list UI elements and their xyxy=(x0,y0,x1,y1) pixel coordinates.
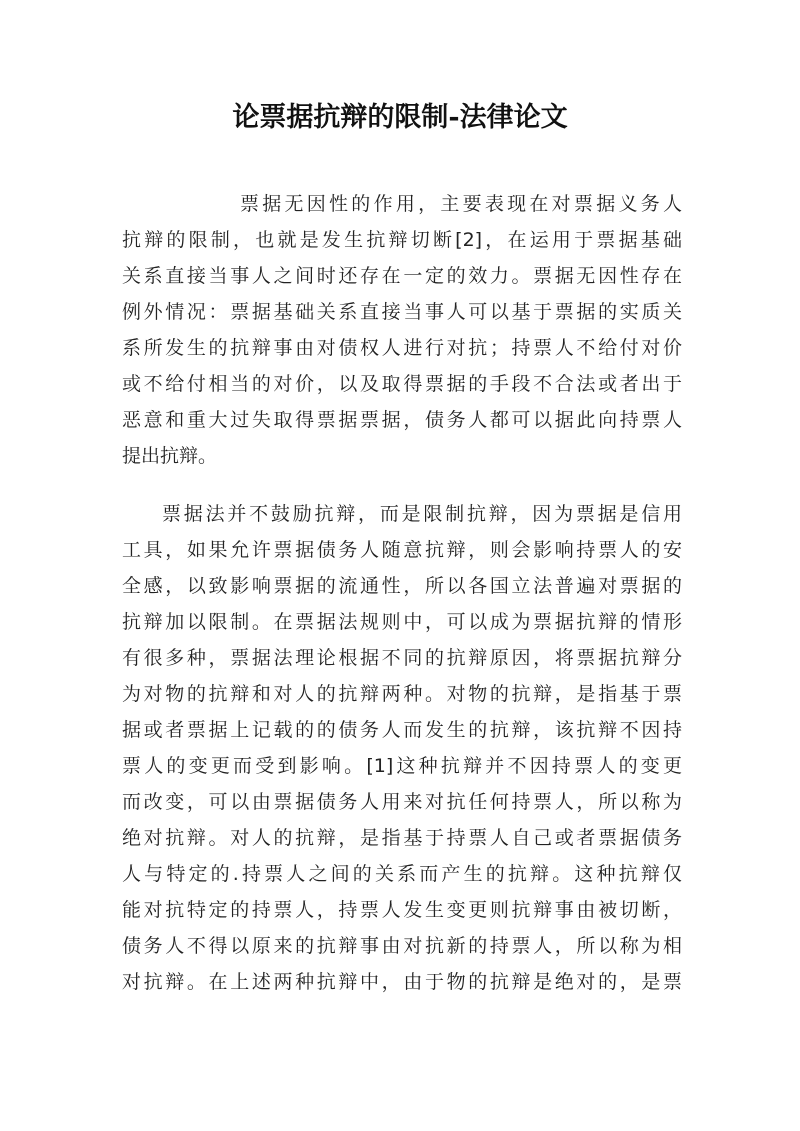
paragraph-2-line-2: 工具，如果允许票据债务人随意抗辩，则会影响持票人的安 xyxy=(122,539,682,561)
paragraph-2-line-14: 对抗辩。在上述两种抗辩中，由于物的抗辩是绝对的，是票 xyxy=(122,971,682,993)
paragraph-1-line-8: 提出抗辩。 xyxy=(122,445,218,467)
paragraph-1-line-4: 例外情况：票据基础关系直接当事人可以基于票据的实质关 xyxy=(122,301,682,323)
paragraph-1-line-3: 关系直接当事人之间时还存在一定的效力。票据无因性存在 xyxy=(122,265,682,287)
paragraph-2-line-1: 票据法并不鼓励抗辩，而是限制抗辩，因为票据是信用 xyxy=(162,503,682,525)
paragraph-2-line-4: 抗辩加以限制。在票据法规则中，可以成为票据抗辩的情形 xyxy=(122,611,682,633)
paragraph-1-line-7: 恶意和重大过失取得票据票据，债务人都可以据此向持票人 xyxy=(122,409,682,431)
paragraph-1-line-5: 系所发生的抗辩事由对债权人进行对抗；持票人不给付对价 xyxy=(122,337,682,359)
paragraph-2-line-8: 票人的变更而受到影响。[1]这种抗辩并不因持票人的变更 xyxy=(122,755,682,777)
paragraph-2-line-10: 绝对抗辩。对人的抗辩，是指基于持票人自己或者票据债务 xyxy=(122,827,682,849)
paragraph-2-line-5: 有很多种，票据法理论根据不同的抗辩原因，将票据抗辩分 xyxy=(122,647,682,669)
paragraph-2-line-6: 为对物的抗辩和对人的抗辩两种。对物的抗辩，是指基于票 xyxy=(122,683,682,705)
paragraph-2-line-12: 能对抗特定的持票人，持票人发生变更则抗辩事由被切断， xyxy=(122,899,682,921)
paragraph-1-line-1: 票据无因性的作用，主要表现在对票据义务人 xyxy=(240,193,682,215)
paragraph-2-line-3: 全感，以致影响票据的流通性，所以各国立法普遍对票据的 xyxy=(122,575,682,597)
paragraph-2-line-13: 债务人不得以原来的抗辩事由对抗新的持票人，所以称为相 xyxy=(122,935,682,957)
paragraph-1-line-6: 或不给付相当的对价，以及取得票据的手段不合法或者出于 xyxy=(122,373,682,395)
paragraph-2-line-9: 而改变，可以由票据债务人用来对抗任何持票人，所以称为 xyxy=(122,791,682,813)
paragraph-2-line-7: 据或者票据上记载的的债务人而发生的抗辩，该抗辩不因持 xyxy=(122,719,682,741)
paragraph-2-line-11: 人与特定的.持票人之间的关系而产生的抗辩。这种抗辩仅 xyxy=(122,863,682,885)
paragraph-1-line-2: 抗辩的限制，也就是发生抗辩切断[2]，在运用于票据基础 xyxy=(122,229,682,251)
document-title: 论票据抗辩的限制-法律论文 xyxy=(232,102,568,133)
